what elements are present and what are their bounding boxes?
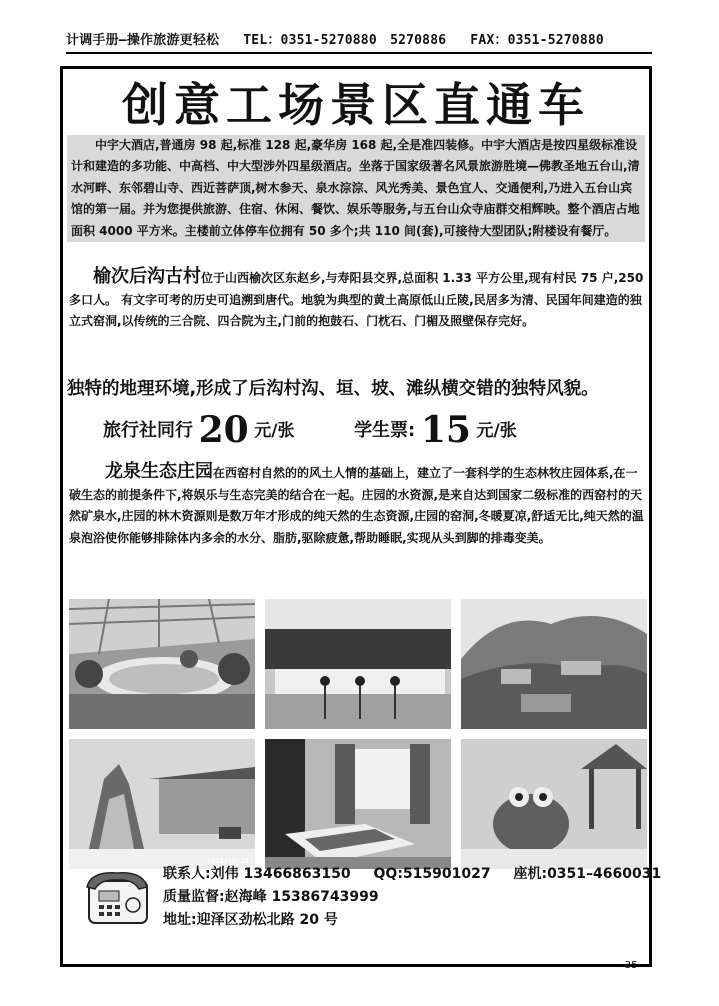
hotel-description: 中宇大酒店,普通房 98 起,标准 128 起,豪华房 168 起,全是准四装修。中宇大酒店是按四星级标准设计和建造的多功能、中高档、中大型涉外四星级酒店。坐落于国家级著名风景旅游胜境—佛教圣地五台山,清水河畔、东邻碧山寺、西近菩萨顶,树木参天、泉水淙淙、风光秀美、景色宜人、交通便利,乃进入五台山宾馆的第一届。并为您提供旅游、住宿、休闲、餐饮、娱乐等服务,与五台山众寺庙群交相辉映。整个酒店占地面积 4000 平方米。主楼前立体停车位拥有 50 多个;共 110 间(套),可接待大型团队;附楼设有餐厅。: [67, 135, 645, 242]
agency-price-unit: 元/张: [254, 421, 295, 441]
slogan: 独特的地理环境,形成了后沟村沟、垣、坡、滩纵横交错的独特风貌。: [67, 379, 599, 399]
contact-line-1: [163, 863, 679, 886]
price-line: [103, 409, 571, 451]
photo-timestamp: 2011/10/26: [206, 857, 249, 865]
photo-rockery-entrance: [69, 739, 255, 869]
telephone-icon: [83, 869, 151, 929]
village-section: [69, 266, 645, 333]
page-title: 创意工场景区直通车: [122, 78, 590, 132]
quality-supervisor: 质量监督:赵海峰 15386743999: [163, 889, 379, 905]
student-price-unit: 元/张: [476, 421, 517, 441]
header-tel: TEL：0351-5270880 5270886: [243, 33, 447, 48]
contact-landline: 座机:0351–4660031: [513, 866, 662, 882]
manor-section: [69, 461, 645, 549]
page-number: - 35 -: [618, 960, 645, 971]
agency-price-value: 20: [198, 409, 249, 451]
photo-village-cliff: [461, 599, 647, 729]
page-header: [66, 30, 652, 54]
student-price-label: 学生票:: [354, 420, 416, 441]
village-text: 位于山西榆次区东赵乡,与寿阳县交界,总面积 1.33 平方公里,现有村民 75 户,250 多口人。 有文字可考的历史可追溯到唐代。地貌为典型的黄土高原低山丘陵,民居多为清、民国年间建造的独立式窑洞,以传统的三合院、四合院为主,门前的抱鼓石、门枕石、门楣及照壁保存完好。: [69, 271, 644, 328]
agency-price-label: 旅行社同行: [103, 420, 193, 441]
photo-hotel-room: [265, 739, 451, 869]
contact-address: 地址:迎泽区劲松北路 20 号: [163, 912, 338, 928]
header-slogan: 计调手册—操作旅游更轻松: [66, 33, 220, 48]
contact-qq: QQ:515901027: [373, 866, 491, 882]
student-price-value: 15: [420, 409, 471, 451]
photo-hotel-lobby: [265, 599, 451, 729]
photo-indoor-pool: [69, 599, 255, 729]
contact-person: 联系人:刘伟 13466863150: [163, 866, 351, 882]
photo-grid: [69, 599, 645, 889]
manor-name: 龙泉生态庄园: [105, 461, 213, 482]
manor-text: 在西窑村自然的的风土人情的基础上，建立了一套科学的生态林牧庄园体系,在一破生态的前提条件下,将娱乐与生态完美的结合在一起。庄园的水资源,是来自达到国家二级标准的西窑村的天然矿泉水,庄园的林木资源则是数万年才形成的纯天然的生态资源,庄园的窑洞,冬暖夏凉,舒适无比,纯天然的温泉泡浴使你能够排除体内多余的水分、脂肪,驱除疲惫,帮助睡眠,实现从头到脚的排毒变美。: [69, 466, 644, 545]
village-name: 榆次后沟古村: [93, 266, 201, 287]
ad-frame: [60, 66, 662, 967]
contact-block: [163, 863, 679, 932]
header-fax: FAX：0351-5270880: [470, 33, 604, 48]
photo-water-park: [461, 739, 647, 869]
